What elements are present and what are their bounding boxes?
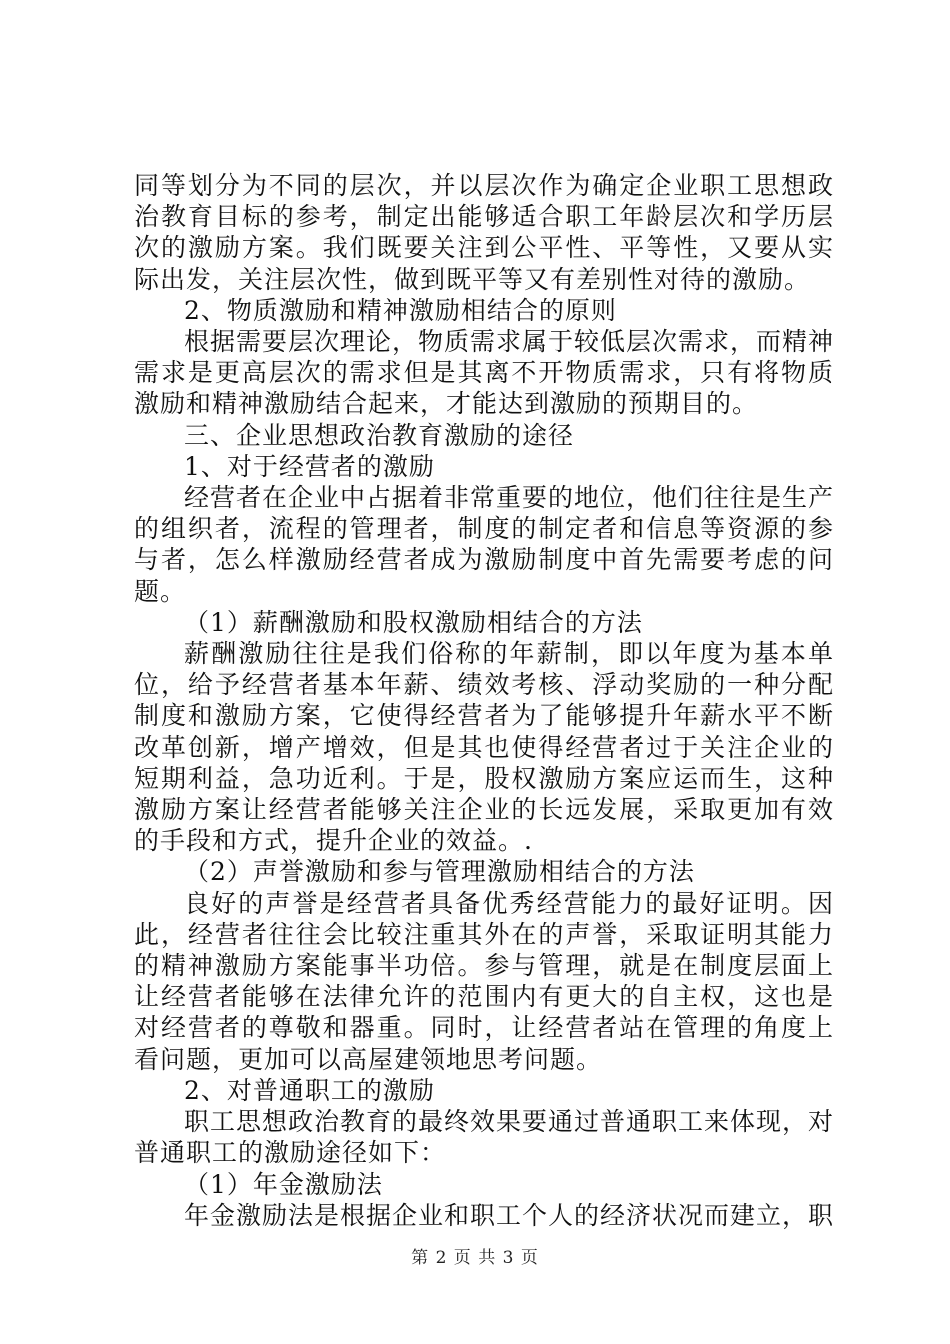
body-paragraph: 同等划分为不同的层次，并以层次作为确定企业职工思想政治教育目标的参考，制定出能够适合职工年龄层次和学历层次的激励方案。我们既要关注到公平性、平等性，又要从实际出发，关注层次性，做到既平等又有差别性对待的激励。 bbox=[134, 171, 834, 294]
page-footer: 第 2 页 共 3 页 bbox=[411, 1248, 539, 1268]
body-paragraph: 经营者在企业中占据着非常重要的地位，他们往往是生产的组织者，流程的管理者，制度的制定者和信息等资源的参与者，怎么样激励经营者成为激励制度中首先需要考虑的问题。 bbox=[134, 483, 835, 606]
body-paragraph: 2、物质激励和精神激励相结合的原则 bbox=[184, 295, 617, 325]
body-paragraph: 2、对普通职工的激励 bbox=[184, 1075, 435, 1105]
document-body bbox=[134, 170, 834, 1231]
body-paragraph: 良好的声誉是经营者具备优秀经营能力的最好证明。因此，经营者往往会比较注重其外在的声誉，采取证明其能力的精神激励方案能事半功倍。参与管理，就是在制度层面上让经营者能够在法律允许的范围内有更大的自主权，这也是对经营者的尊敬和器重。同时，让经营者站在管理的角度上看问题，更加可以高屋建领地思考问题。 bbox=[134, 888, 834, 1074]
body-paragraph: （1）年金激励法 bbox=[184, 1169, 383, 1199]
body-paragraph: （2）声誉激励和参与管理激励相结合的方法 bbox=[184, 857, 695, 887]
body-paragraph: 1、对于经营者的激励 bbox=[184, 451, 435, 481]
body-paragraph: 职工思想政治教育的最终效果要通过普通职工来体现，对普通职工的激励途径如下： bbox=[134, 1107, 835, 1168]
body-paragraph: 根据需要层次理论，物质需求属于较低层次需求，而精神需求是更高层次的需求但是其离不开物质需求，只有将物质激励和精神激励结合起来，才能达到激励的预期目的。 bbox=[134, 327, 835, 419]
body-paragraph: 三、企业思想政治教育激励的途径 bbox=[184, 420, 575, 450]
body-paragraph: （1）薪酬激励和股权激励相结合的方法 bbox=[184, 607, 643, 637]
body-paragraph: 薪酬激励往往是我们俗称的年薪制，即以年度为基本单位，给予经营者基本年薪、绩效考核、浮动奖励的一种分配制度和激励方案，它使得经营者为了能够提升年薪水平不断改革创新，增产增效，但是其也使得经营者过于关注企业的短期利益，急功近利。于是，股权激励方案应运而生，这种激励方案让经营者能够关注企业的长远发展，采取更加有效的手段和方式，提升企业的效益。. bbox=[134, 639, 834, 856]
body-paragraph: 年金激励法是根据企业和职工个人的经济状况而建立，职 bbox=[184, 1200, 835, 1230]
